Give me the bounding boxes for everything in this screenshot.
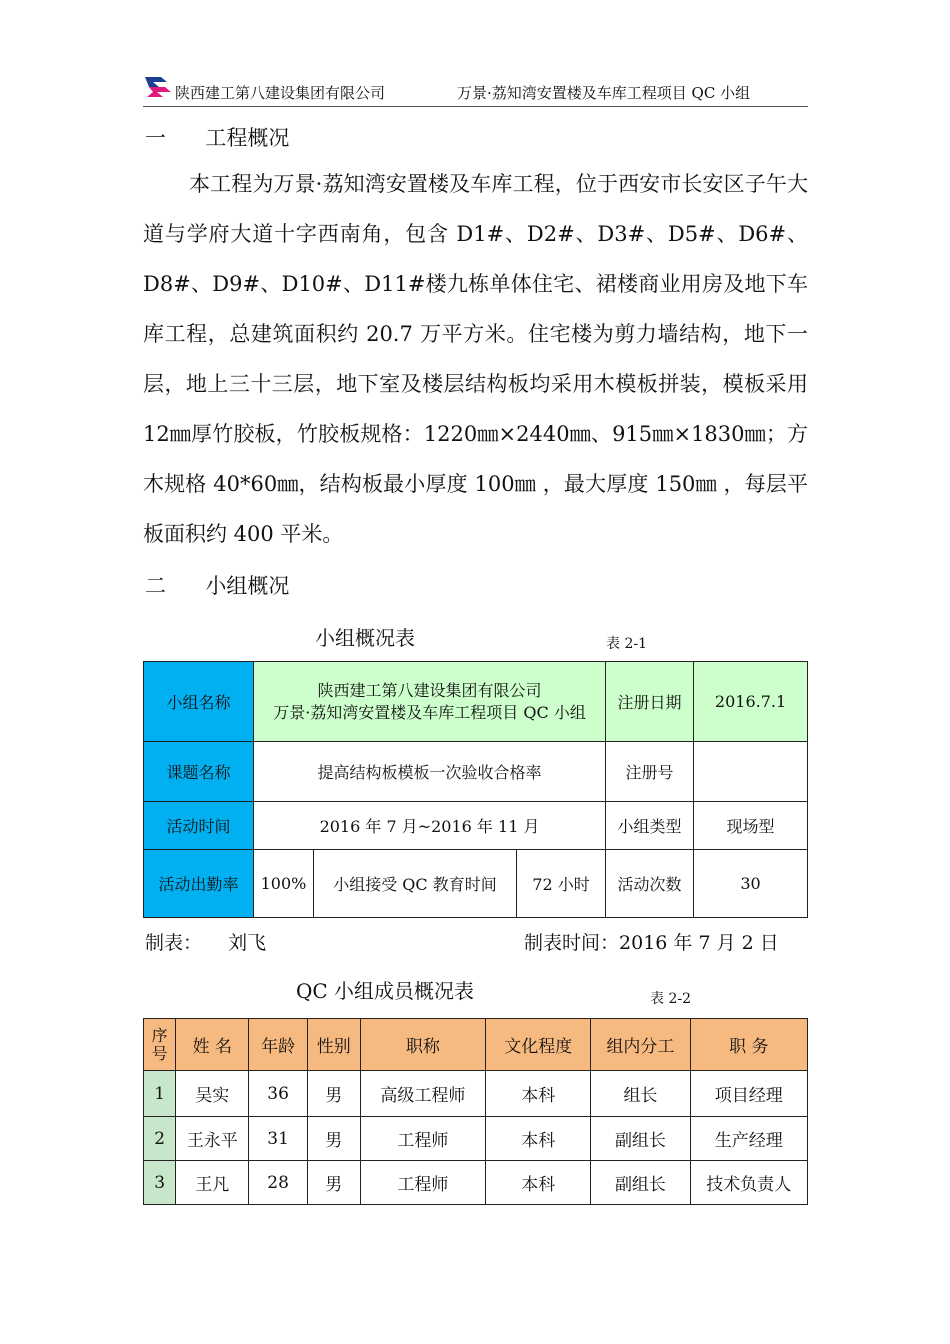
- cell-position: 生产经理: [690, 1117, 807, 1161]
- attendance-value: 100%: [254, 850, 314, 918]
- section-2-number: 二: [145, 574, 166, 598]
- overview-text: 本工程为万景·荔知湾安置楼及车库工程，位于西安市长安区子午大道与学府大道十字西南角，包含 D1#、D2#、D3#、D5#、D6#、D8#、D9#、D10#、D11#楼九栋单体住宅、裙楼商业用房及地下车库工程，总建筑面积约 20.7 万平方米。住宅楼为剪力墙结构，地下一层，地上三十三层，地下室及楼层结构板均采用木模板拼装，模板采用 12㎜厚竹胶板，竹胶板规格：1220㎜×2440㎜、915㎜×1830㎜；方木规格 40*60㎜，结构板最小厚度 100㎜ ，最大厚度 150㎜ ，每层平板面积约 400 平米。: [143, 172, 808, 546]
- section-2-title: 小组概况: [205, 574, 290, 598]
- activity-time-value: 2016 年 7 月~2016 年 11 月: [254, 802, 606, 850]
- table1-caption: 小组概况表: [315, 626, 415, 650]
- group-name-line2: 万景·荔知湾安置楼及车库工程项目 QC 小组: [273, 702, 586, 722]
- table-maker: [145, 928, 266, 955]
- header-role: 组内分工: [591, 1019, 690, 1071]
- group-overview-table: [143, 661, 808, 918]
- page-header: [143, 72, 808, 107]
- qc-education-value: 72 小时: [517, 850, 606, 918]
- cell-education: 本科: [486, 1117, 591, 1161]
- attendance-label: 活动出勤率: [144, 850, 254, 918]
- header-title: 职称: [360, 1019, 486, 1071]
- section-1-heading: [145, 122, 289, 152]
- cell-title: 工程师: [360, 1117, 486, 1161]
- header-education: 文化程度: [486, 1019, 591, 1071]
- section-1-title: 工程概况: [205, 126, 290, 150]
- activity-time-label: 活动时间: [144, 802, 254, 850]
- cell-index: 1: [144, 1071, 176, 1117]
- company-logo-icon: [143, 74, 173, 100]
- header-project: 万景·荔知湾安置楼及车库工程项目 QC 小组: [457, 84, 751, 102]
- group-name-line1: 陕西建工第八建设集团有限公司: [317, 680, 542, 700]
- table-row: [144, 802, 808, 850]
- table-row: [144, 1071, 808, 1117]
- table1-number: 表 2-1: [606, 636, 647, 652]
- section-2-heading: [145, 570, 289, 600]
- table-row: [144, 1161, 808, 1205]
- maker-label: 制表：: [145, 932, 203, 954]
- group-name-label: 小组名称: [144, 662, 254, 742]
- cell-gender: 男: [307, 1117, 360, 1161]
- header-name: 姓 名: [176, 1019, 249, 1071]
- members-table: [143, 1018, 808, 1205]
- group-type-label: 小组类型: [606, 802, 694, 850]
- cell-gender: 男: [307, 1071, 360, 1117]
- cell-gender: 男: [307, 1161, 360, 1205]
- register-no-value: [694, 742, 808, 802]
- qc-education-label: 小组接受 QC 教育时间: [314, 850, 517, 918]
- header-position: 职 务: [690, 1019, 807, 1071]
- table-row: [144, 1117, 808, 1161]
- maker-name: 刘飞: [228, 932, 267, 954]
- register-date-label: 注册日期: [606, 662, 694, 742]
- activity-count-value: 30: [694, 850, 808, 918]
- table2-number: 表 2-2: [650, 991, 691, 1007]
- header-gender: 性别: [307, 1019, 360, 1071]
- cell-title: 工程师: [360, 1161, 486, 1205]
- cell-age: 36: [249, 1071, 308, 1117]
- register-no-label: 注册号: [606, 742, 694, 802]
- group-name-value: [254, 662, 606, 742]
- cell-position: 技术负责人: [690, 1161, 807, 1205]
- cell-name: 王永平: [176, 1117, 249, 1161]
- cell-role: 副组长: [591, 1117, 690, 1161]
- cell-education: 本科: [486, 1161, 591, 1205]
- cell-education: 本科: [486, 1071, 591, 1117]
- header-company: 陕西建工第八建设集团有限公司: [175, 84, 386, 102]
- topic-value: 提高结构板模板一次验收合格率: [254, 742, 606, 802]
- table-header-row: [144, 1019, 808, 1071]
- cell-role: 副组长: [591, 1161, 690, 1205]
- section-1-number: 一: [145, 126, 166, 150]
- cell-title: 高级工程师: [360, 1071, 486, 1117]
- activity-count-label: 活动次数: [606, 850, 694, 918]
- make-time-value: 2016 年 7 月 2 日: [619, 932, 779, 954]
- group-type-value: 现场型: [694, 802, 808, 850]
- table2-caption: QC 小组成员概况表: [296, 979, 475, 1003]
- table-row: [144, 662, 808, 742]
- topic-label: 课题名称: [144, 742, 254, 802]
- table-make-time: [524, 928, 779, 955]
- header-age: 年龄: [249, 1019, 308, 1071]
- cell-position: 项目经理: [690, 1071, 807, 1117]
- cell-name: 王凡: [176, 1161, 249, 1205]
- cell-role: 组长: [591, 1071, 690, 1117]
- cell-age: 31: [249, 1117, 308, 1161]
- cell-name: 吴实: [176, 1071, 249, 1117]
- table-row: [144, 850, 808, 918]
- register-date-value: 2016.7.1: [694, 662, 808, 742]
- cell-index: 3: [144, 1161, 176, 1205]
- cell-age: 28: [249, 1161, 308, 1205]
- project-overview-paragraph: [143, 159, 808, 559]
- make-time-label: 制表时间：: [524, 932, 620, 954]
- header-index: 序号: [144, 1019, 176, 1071]
- table-row: [144, 742, 808, 802]
- cell-index: 2: [144, 1117, 176, 1161]
